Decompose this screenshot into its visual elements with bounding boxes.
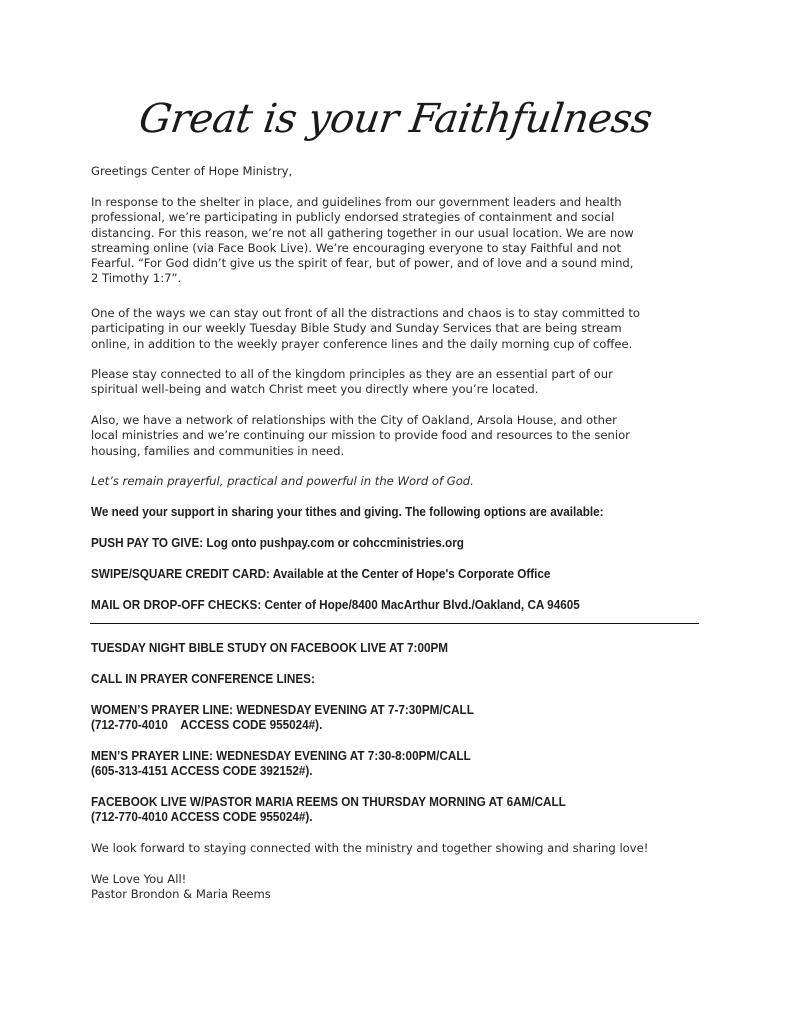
paragraph-stay-committed: One of the ways we can stay out front of all the distractions and chaos is to stay committed to participating in our weekly Tuesday Bible Study and Sunday Services that are being stream online, in addition to the weekly prayer conference lines and the daily morning cup of coffee. [91, 306, 641, 351]
men-prayer-phone: (605-313-4151 ACCESS CODE 392152#). [91, 764, 313, 778]
women-prayer-line: WOMEN’S PRAYER LINE: WEDNESDAY EVENING AT 7-7:30PM/CALL [91, 703, 474, 717]
paragraph-stay-connected: Please stay connected to all of the kingdom principles as they are an essential part of our spiritual well-being and watch Christ meet you directly where you’re located. [91, 367, 613, 397]
paragraph-network: Also, we have a network of relationships with the City of Oakland, Arsola House, and other local ministries and we’re continuing our mission to provide food and resources to the senior housing, families and communities in need. [91, 413, 630, 458]
signature: Pastor Brondon & Maria Reems [91, 887, 271, 901]
italic-encouragement: Let’s remain prayerful, practical and powerful in the Word of God. [91, 474, 474, 488]
greeting: Greetings Center of Hope Ministry, [91, 164, 293, 178]
closing-line: We look forward to staying connected with the ministry and together showing and sharing love! [91, 841, 649, 855]
facebook-live-line: FACEBOOK LIVE W/PASTOR MARIA REEMS ON THURSDAY MORNING AT 6AM/CALL [91, 795, 566, 809]
giving-intro: We need your support in sharing your tithes and giving. The following options are available: [91, 505, 604, 519]
giving-mail-checks: MAIL OR DROP-OFF CHECKS: Center of Hope/8400 MacArthur Blvd./Oakland, CA 94605 [91, 598, 580, 612]
bible-study-line: TUESDAY NIGHT BIBLE STUDY ON FACEBOOK LIVE AT 7:00PM [91, 641, 449, 655]
facebook-live-phone: (712-770-4010 ACCESS CODE 955024#). [91, 810, 313, 824]
women-prayer-phone: (712-770-4010 ACCESS CODE 955024#). [91, 718, 323, 732]
giving-swipe-card: SWIPE/SQUARE CREDIT CARD: Available at the Center of Hope's Corporate Office [91, 567, 551, 581]
paragraph-shelter: In response to the shelter in place, and guidelines from our government leaders and health professional, we’re participating in publicly endorsed strategies of containment and social distancing. For this reason, we’re not all gathering together in our usual location. We are now streaming online (via Face Book Live). We’re encouraging everyone to stay Faithful and not Fearful. “For God didn’t give us the spirit of fear, but of power, and of love and a sound mind, 2 Timothy 1:7”. [91, 195, 634, 286]
letter-title: Great is your Faithfulness [136, 96, 655, 142]
signoff: We Love You All! [91, 872, 187, 886]
conference-lines-heading: CALL IN PRAYER CONFERENCE LINES: [91, 672, 315, 686]
giving-push-pay: PUSH PAY TO GIVE: Log onto pushpay.com or cohccministries.org [91, 536, 464, 550]
section-divider [90, 623, 699, 624]
men-prayer-line: MEN’S PRAYER LINE: WEDNESDAY EVENING AT 7:30-8:00PM/CALL [91, 749, 471, 763]
